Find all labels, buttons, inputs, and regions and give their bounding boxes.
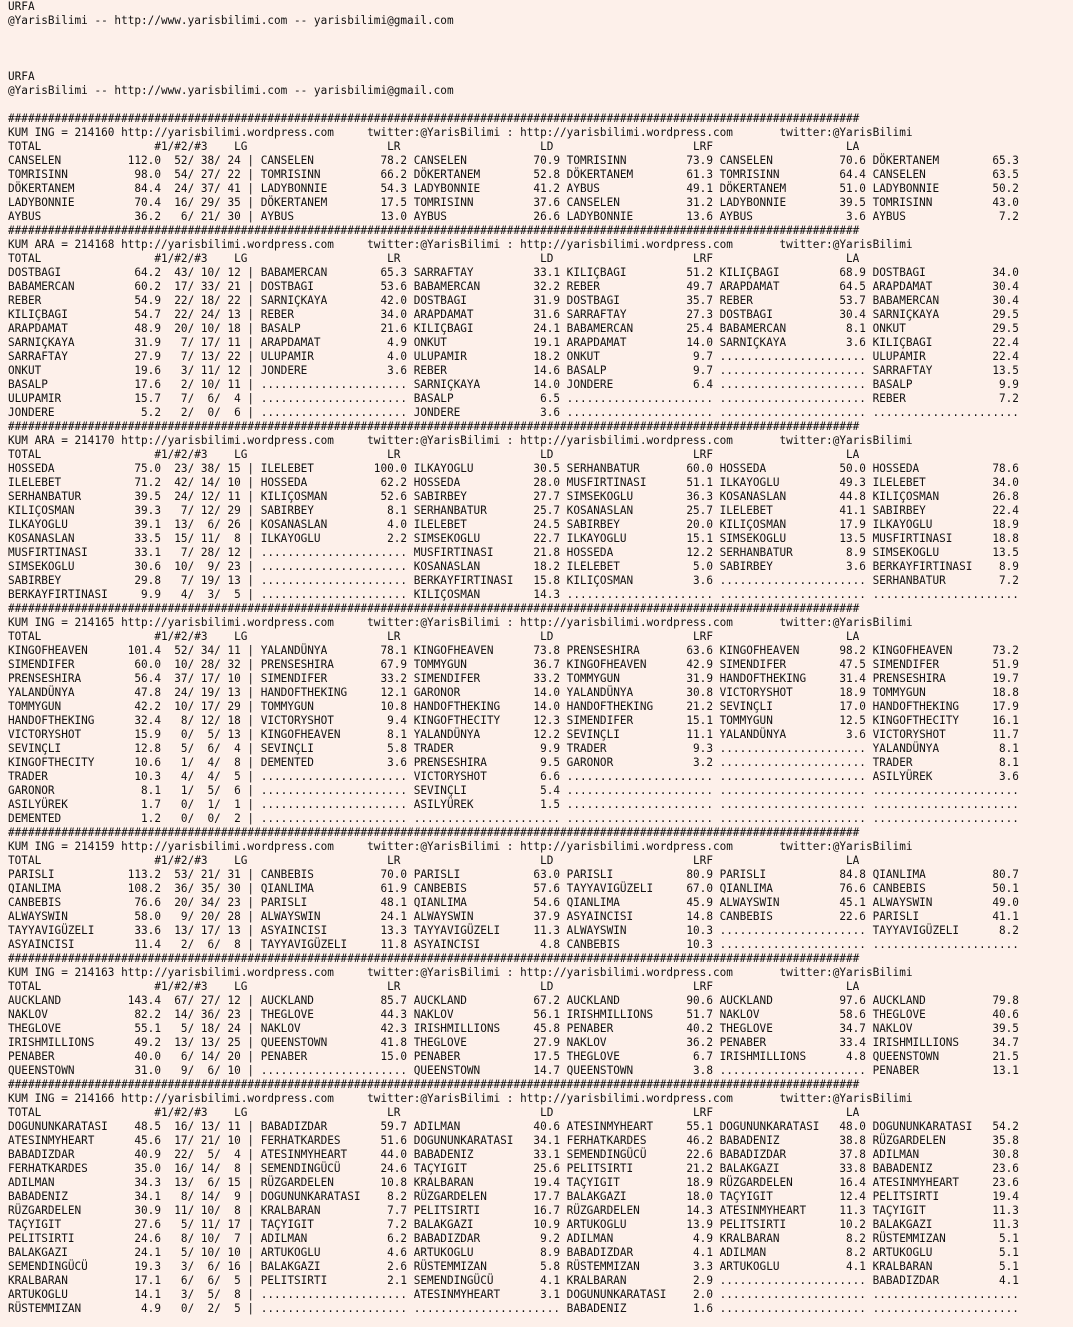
separator-line: ################################################################################################################################ <box>8 952 860 965</box>
table-row: REBER 54.9 22/ 18/ 22 | SARNIÇKAYA 42.0 DOSTBAGI 31.9 DOSTBAGI 35.7 REBER 53.7 BABAMERCAN 30.4 <box>8 294 1019 307</box>
table-row: DEMENTED 1.2 0/ 0/ 2 | ...................... ...................... ...................... ...................... ...................... <box>8 812 1019 825</box>
table-row: GARONOR 8.1 1/ 5/ 6 | ...................... SEVINÇLI 5.4 ...................... ...................... ...................... <box>8 784 1019 797</box>
table-row: DOGUNUNKARATASI 48.5 16/ 13/ 11 | BABADIZDAR 59.7 ADILMAN 40.6 ATESINMYHEART 55.1 DOGUNUNKARATASI 48.0 DOGUNUNKARATASI 54.2 <box>8 1120 1019 1133</box>
separator-line: ################################################################################################################################ <box>8 1078 860 1091</box>
document-header-2 <box>0 70 1073 98</box>
table-row: ADILMAN 34.3 13/ 6/ 15 | RÜZGARDELEN 10.8 KRALBARAN 19.4 TAÇYIGIT 18.9 RÜZGARDELEN 16.4 ATESINMYHEART 23.6 <box>8 1176 1019 1189</box>
table-row: ARTUKOGLU 14.1 3/ 5/ 8 | ...................... ATESINMYHEART 3.1 DOGUNUNKARATASI 2.0 ...................... ...................... <box>8 1288 1019 1301</box>
table-row: ASILYÜREK 1.7 0/ 1/ 1 | ...................... ASILYÜREK 1.5 ...................... ...................... ...................... <box>8 798 1019 811</box>
race-info: KUM ING = 214159 http://yarisbilimi.wordpress.com twitter:@YarisBilimi : http://yarisbilimi.wordpress.com twitter:@YarisBilimi <box>8 840 913 853</box>
table-row: ASYAINCISI 11.4 2/ 6/ 8 | TAYYAVIGÜZELI 11.8 ASYAINCISI 4.8 CANBEBIS 10.3 ...................... ...................... <box>8 938 1019 951</box>
table-row: QIANLIMA 108.2 36/ 35/ 30 | QIANLIMA 61.9 CANBEBIS 57.6 TAYYAVIGÜZELI 67.0 QIANLIMA 76.6 CANBEBIS 50.1 <box>8 882 1019 895</box>
table-row: SEMENDINGÜCÜ 19.3 3/ 6/ 16 | BALAKGAZI 2.6 RÜSTEMMIZAN 5.8 RÜSTEMMIZAN 3.3 ARTUKOGLU 4.1 KRALBARAN 5.1 <box>8 1260 1019 1273</box>
table-row: SARRAFTAY 27.9 7/ 13/ 22 | ULUPAMIR 4.0 ULUPAMIR 18.2 ONKUT 9.7 ...................... ULUPAMIR 22.4 <box>8 350 1019 363</box>
table-row: ONKUT 19.6 3/ 11/ 12 | JONDERE 3.6 REBER 14.6 BASALP 9.7 ...................... SARRAFTAY 13.5 <box>8 364 1019 377</box>
column-headers: TOTAL #1/#2/#3 LG LR LD LRF LA <box>8 854 860 867</box>
table-row: PELITSIRTI 24.6 8/ 10/ 7 | ADILMAN 6.2 BABADIZDAR 9.2 ADILMAN 4.9 KRALBARAN 8.2 RÜSTEMMIZAN 5.1 <box>8 1232 1019 1245</box>
race-section <box>0 112 1073 224</box>
race-info: KUM ING = 214160 http://yarisbilimi.wordpress.com twitter:@YarisBilimi : http://yarisbilimi.wordpress.com twitter:@YarisBilimi <box>8 126 913 139</box>
separator-line: ################################################################################################################################ <box>8 826 860 839</box>
table-row: HANDOFTHEKING 32.4 8/ 12/ 18 | VICTORYSHOT 9.4 KINGOFTHECITY 12.3 SIMENDIFER 15.1 TOMMYGUN 12.5 KINGOFTHECITY 16.1 <box>8 714 1019 727</box>
table-row: PRENSESHIRA 56.4 37/ 17/ 10 | SIMENDIFER 33.2 SIMENDIFER 33.2 TOMMYGUN 31.9 HANDOFTHEKING 31.4 PRENSESHIRA 19.7 <box>8 672 1019 685</box>
table-row: BABADIZDAR 40.9 22/ 5/ 4 | ATESINMYHEART 44.0 BABADENIZ 33.1 SEMENDINGÜCÜ 22.6 BABADIZDAR 37.8 ADILMAN 30.8 <box>8 1148 1019 1161</box>
table-row: TAYYAVIGÜZELI 33.6 13/ 17/ 13 | ASYAINCISI 13.3 TAYYAVIGÜZELI 11.3 ALWAYSWIN 10.3 ...................... TAYYAVIGÜZELI 8.2 <box>8 924 1019 937</box>
table-row: KILIÇOSMAN 39.3 7/ 12/ 29 | SABIRBEY 8.1 SERHANBATUR 25.7 KOSANASLAN 25.7 ILELEBET 41.1 SABIRBEY 22.4 <box>8 504 1019 517</box>
table-row: TOMMYGUN 42.2 10/ 17/ 29 | TOMMYGUN 10.8 HANDOFTHEKING 14.0 HANDOFTHEKING 21.2 SEVINÇLI 17.0 HANDOFTHEKING 17.9 <box>8 700 1019 713</box>
race-info: KUM ING = 214163 http://yarisbilimi.wordpress.com twitter:@YarisBilimi : http://yarisbilimi.wordpress.com twitter:@YarisBilimi <box>8 966 913 979</box>
race-section <box>0 420 1073 602</box>
table-row: FERHATKARDES 35.0 16/ 14/ 8 | SEMENDINGÜCÜ 24.6 TAÇYIGIT 25.6 PELITSIRTI 21.2 BALAKGAZI 33.8 BABADENIZ 23.6 <box>8 1162 1019 1175</box>
column-headers: TOTAL #1/#2/#3 LG LR LD LRF LA <box>8 448 860 461</box>
table-row: AYBUS 36.2 6/ 21/ 30 | AYBUS 13.0 AYBUS 26.6 LADYBONNIE 13.6 AYBUS 3.6 AYBUS 7.2 <box>8 210 1019 223</box>
separator-line: ################################################################################################################################ <box>8 224 860 237</box>
separator-line: ################################################################################################################################ <box>8 112 860 125</box>
race-section <box>0 1078 1073 1316</box>
table-row: SIMSEKOGLU 30.6 10/ 9/ 23 | ...................... KOSANASLAN 18.2 ILELEBET 5.0 SABIRBEY 3.6 BERKAYFIRTINASI 8.9 <box>8 560 1019 573</box>
table-row: AUCKLAND 143.4 67/ 27/ 12 | AUCKLAND 85.7 AUCKLAND 67.2 AUCKLAND 90.6 AUCKLAND 97.6 AUCKLAND 79.8 <box>8 994 1019 1007</box>
table-row: SERHANBATUR 39.5 24/ 12/ 11 | KILIÇOSMAN 52.6 SABIRBEY 27.7 SIMSEKOGLU 36.3 KOSANASLAN 44.8 KILIÇOSMAN 26.8 <box>8 490 1019 503</box>
table-row: SEVINÇLI 12.8 5/ 6/ 4 | SEVINÇLI 5.8 TRADER 9.9 TRADER 9.3 ...................... YALANDÜNYA 8.1 <box>8 742 1019 755</box>
table-row: KINGOFHEAVEN 101.4 52/ 34/ 11 | YALANDÜNYA 78.1 KINGOFHEAVEN 73.8 PRENSESHIRA 63.6 KINGOFHEAVEN 98.2 KINGOFHEAVEN 73.2 <box>8 644 1019 657</box>
blank-line <box>0 98 1073 112</box>
race-section <box>0 602 1073 826</box>
table-row: BASALP 17.6 2/ 10/ 11 | ...................... SARNIÇKAYA 14.0 JONDERE 6.4 ...................... BASALP 9.9 <box>8 378 1019 391</box>
race-info: KUM ARA = 214168 http://yarisbilimi.wordpress.com twitter:@YarisBilimi : http://yarisbilimi.wordpress.com twitter:@YarisBilimi <box>8 238 913 251</box>
table-row: ATESINMYHEART 45.6 17/ 21/ 10 | FERHATKARDES 51.6 DOGUNUNKARATASI 34.1 FERHATKARDES 46.2 BABADENIZ 38.8 RÜZGARDELEN 35.8 <box>8 1134 1019 1147</box>
table-row: DOSTBAGI 64.2 43/ 10/ 12 | BABAMERCAN 65.3 SARRAFTAY 33.1 KILIÇBAGI 51.2 KILIÇBAGI 68.9 DOSTBAGI 34.0 <box>8 266 1019 279</box>
separator-line: ################################################################################################################################ <box>8 602 860 615</box>
race-info: KUM ING = 214165 http://yarisbilimi.wordpress.com twitter:@YarisBilimi : http://yarisbilimi.wordpress.com twitter:@YarisBilimi <box>8 616 913 629</box>
header-contact: @YarisBilimi -- http://www.yarisbilimi.com -- yarisbilimi@gmail.com <box>8 84 454 97</box>
race-section <box>0 224 1073 420</box>
table-row: BABADENIZ 34.1 8/ 14/ 9 | DOGUNUNKARATASI 8.2 RÜZGARDELEN 17.7 BALAKGAZI 18.0 TAÇYIGIT 12.4 PELITSIRTI 19.4 <box>8 1190 1019 1203</box>
table-row: KOSANASLAN 33.5 15/ 11/ 8 | ILKAYOGLU 2.2 SIMSEKOGLU 22.7 ILKAYOGLU 15.1 SIMSEKOGLU 13.5 MUSFIRTINASI 18.8 <box>8 532 1019 545</box>
header-title: URFA <box>8 0 35 13</box>
table-row: PENABER 40.0 6/ 14/ 20 | PENABER 15.0 PENABER 17.5 THEGLOVE 6.7 IRISHMILLIONS 4.8 QUEENSTOWN 21.5 <box>8 1050 1019 1063</box>
table-row: SABIRBEY 29.8 7/ 19/ 13 | ...................... BERKAYFIRTINASI 15.8 KILIÇOSMAN 3.6 ...................... SERHANBATUR 7.2 <box>8 574 1019 587</box>
table-row: IRISHMILLIONS 49.2 13/ 13/ 25 | QUEENSTOWN 41.8 THEGLOVE 27.9 NAKLOV 36.2 PENABER 33.4 IRISHMILLIONS 34.7 <box>8 1036 1019 1049</box>
column-headers: TOTAL #1/#2/#3 LG LR LD LRF LA <box>8 1106 860 1119</box>
header-contact: @YarisBilimi -- http://www.yarisbilimi.com -- yarisbilimi@gmail.com <box>8 14 454 27</box>
table-row: TOMRISINN 98.0 54/ 27/ 22 | TOMRISINN 66.2 DÖKERTANEM 52.8 DÖKERTANEM 61.3 TOMRISINN 64.4 CANSELEN 63.5 <box>8 168 1019 181</box>
table-row: CANSELEN 112.0 52/ 38/ 24 | CANSELEN 78.2 CANSELEN 70.9 TOMRISINN 73.9 CANSELEN 70.6 DÖKERTANEM 65.3 <box>8 154 1019 167</box>
table-row: BALAKGAZI 24.1 5/ 10/ 10 | ARTUKOGLU 4.6 ARTUKOGLU 8.9 BABADIZDAR 4.1 ADILMAN 8.2 ARTUKOGLU 5.1 <box>8 1246 1019 1259</box>
table-row: NAKLOV 82.2 14/ 36/ 23 | THEGLOVE 44.3 NAKLOV 56.1 IRISHMILLIONS 51.7 NAKLOV 58.6 THEGLOVE 40.6 <box>8 1008 1019 1021</box>
table-row: ARAPDAMAT 48.9 20/ 10/ 18 | BASALP 21.6 KILIÇBAGI 24.1 BABAMERCAN 25.4 BABAMERCAN 8.1 ONKUT 29.5 <box>8 322 1019 335</box>
table-row: SIMENDIFER 60.0 10/ 28/ 32 | PRENSESHIRA 67.9 TOMMYGUN 36.7 KINGOFHEAVEN 42.9 SIMENDIFER 47.5 SIMENDIFER 51.9 <box>8 658 1019 671</box>
race-info: KUM ARA = 214170 http://yarisbilimi.wordpress.com twitter:@YarisBilimi : http://yarisbilimi.wordpress.com twitter:@YarisBilimi <box>8 434 913 447</box>
table-row: LADYBONNIE 70.4 16/ 29/ 35 | DÖKERTANEM 17.5 TOMRISINN 37.6 CANSELEN 31.2 LADYBONNIE 39.5 TOMRISINN 43.0 <box>8 196 1019 209</box>
table-row: THEGLOVE 55.1 5/ 18/ 24 | NAKLOV 42.3 IRISHMILLIONS 45.8 PENABER 40.2 THEGLOVE 34.7 NAKLOV 39.5 <box>8 1022 1019 1035</box>
table-row: KINGOFTHECITY 10.6 1/ 4/ 8 | DEMENTED 3.6 PRENSESHIRA 9.5 GARONOR 3.2 ...................... TRADER 8.1 <box>8 756 1019 769</box>
spacer <box>0 28 1073 70</box>
column-headers: TOTAL #1/#2/#3 LG LR LD LRF LA <box>8 630 860 643</box>
table-row: ALWAYSWIN 58.0 9/ 20/ 28 | ALWAYSWIN 24.1 ALWAYSWIN 37.9 ASYAINCISI 14.8 CANBEBIS 22.6 PARISLI 41.1 <box>8 910 1019 923</box>
table-row: TAÇYIGIT 27.6 5/ 11/ 17 | TAÇYIGIT 7.2 BALAKGAZI 10.9 ARTUKOGLU 13.9 PELITSIRTI 10.2 BALAKGAZI 11.3 <box>8 1218 1019 1231</box>
table-row: ILKAYOGLU 39.1 13/ 6/ 26 | KOSANASLAN 4.0 ILELEBET 24.5 SABIRBEY 20.0 KILIÇOSMAN 17.9 ILKAYOGLU 18.9 <box>8 518 1019 531</box>
separator-line: ################################################################################################################################ <box>8 420 860 433</box>
table-row: ULUPAMIR 15.7 7/ 6/ 4 | ...................... BASALP 6.5 ...................... ...................... REBER 7.2 <box>8 392 1019 405</box>
race-section <box>0 952 1073 1078</box>
table-row: KRALBARAN 17.1 6/ 6/ 5 | PELITSIRTI 2.1 SEMENDINGÜCÜ 4.1 KRALBARAN 2.9 ...................... BABADIZDAR 4.1 <box>8 1274 1019 1287</box>
table-row: VICTORYSHOT 15.9 0/ 5/ 13 | KINGOFHEAVEN 8.1 YALANDÜNYA 12.2 SEVINÇLI 11.1 YALANDÜNYA 3.6 VICTORYSHOT 11.7 <box>8 728 1019 741</box>
table-row: TRADER 10.3 4/ 4/ 5 | ...................... VICTORYSHOT 6.6 ...................... ...................... ASILYÜREK 3.6 <box>8 770 1019 783</box>
table-row: KILIÇBAGI 54.7 22/ 24/ 13 | REBER 34.0 ARAPDAMAT 31.6 SARRAFTAY 27.3 DOSTBAGI 30.4 SARNIÇKAYA 29.5 <box>8 308 1019 321</box>
table-row: SARNIÇKAYA 31.9 7/ 17/ 11 | ARAPDAMAT 4.9 ONKUT 19.1 ARAPDAMAT 14.0 SARNIÇKAYA 3.6 KILIÇBAGI 22.4 <box>8 336 1019 349</box>
table-row: HOSSEDA 75.0 23/ 38/ 15 | ILELEBET 100.0 ILKAYOGLU 30.5 SERHANBATUR 60.0 HOSSEDA 50.0 HOSSEDA 78.6 <box>8 462 1019 475</box>
table-row: ILELEBET 71.2 42/ 14/ 10 | HOSSEDA 62.2 HOSSEDA 28.0 MUSFIRTINASI 51.1 ILKAYOGLU 49.3 ILELEBET 34.0 <box>8 476 1019 489</box>
table-row: JONDERE 5.2 2/ 0/ 6 | ...................... JONDERE 3.6 ...................... ...................... ...................... <box>8 406 1019 419</box>
column-headers: TOTAL #1/#2/#3 LG LR LD LRF LA <box>8 980 860 993</box>
race-section <box>0 826 1073 952</box>
table-row: RÜZGARDELEN 30.9 11/ 10/ 8 | KRALBARAN 7.7 PELITSIRTI 16.7 RÜZGARDELEN 14.3 ATESINMYHEART 11.3 TAÇYIGIT 11.3 <box>8 1204 1019 1217</box>
table-row: MUSFIRTINASI 33.1 7/ 28/ 12 | ...................... MUSFIRTINASI 21.8 HOSSEDA 12.2 SERHANBATUR 8.9 SIMSEKOGLU 13.5 <box>8 546 1019 559</box>
table-row: QUEENSTOWN 31.0 9/ 6/ 10 | ...................... QUEENSTOWN 14.7 QUEENSTOWN 3.8 ...................... PENABER 13.1 <box>8 1064 1019 1077</box>
column-headers: TOTAL #1/#2/#3 LG LR LD LRF LA <box>8 252 860 265</box>
race-info: KUM ING = 214166 http://yarisbilimi.wordpress.com twitter:@YarisBilimi : http://yarisbilimi.wordpress.com twitter:@YarisBilimi <box>8 1092 913 1105</box>
table-row: DÖKERTANEM 84.4 24/ 37/ 41 | LADYBONNIE 54.3 LADYBONNIE 41.2 AYBUS 49.1 DÖKERTANEM 51.0 LADYBONNIE 50.2 <box>8 182 1019 195</box>
table-row: RÜSTEMMIZAN 4.9 0/ 2/ 5 | ...................... ...................... BABADENIZ 1.6 ...................... ...................... <box>8 1302 1019 1315</box>
column-headers: TOTAL #1/#2/#3 LG LR LD LRF LA <box>8 140 860 153</box>
document-header-1 <box>0 0 1073 28</box>
header-title: URFA <box>8 70 35 83</box>
table-row: YALANDÜNYA 47.8 24/ 19/ 13 | HANDOFTHEKING 12.1 GARONOR 14.0 YALANDÜNYA 30.8 VICTORYSHOT 18.9 TOMMYGUN 18.8 <box>8 686 1019 699</box>
table-row: CANBEBIS 76.6 20/ 34/ 23 | PARISLI 48.1 QIANLIMA 54.6 QIANLIMA 45.9 ALWAYSWIN 45.1 ALWAYSWIN 49.0 <box>8 896 1019 909</box>
race-tables <box>0 112 1073 1316</box>
table-row: BERKAYFIRTINASI 9.9 4/ 3/ 5 | ...................... KILIÇOSMAN 14.3 ...................... ...................... ...................... <box>8 588 1019 601</box>
table-row: PARISLI 113.2 53/ 21/ 31 | CANBEBIS 70.0 PARISLI 63.0 PARISLI 80.9 PARISLI 84.8 QIANLIMA 80.7 <box>8 868 1019 881</box>
table-row: BABAMERCAN 60.2 17/ 33/ 21 | DOSTBAGI 53.6 BABAMERCAN 32.2 REBER 49.7 ARAPDAMAT 64.5 ARAPDAMAT 30.4 <box>8 280 1019 293</box>
